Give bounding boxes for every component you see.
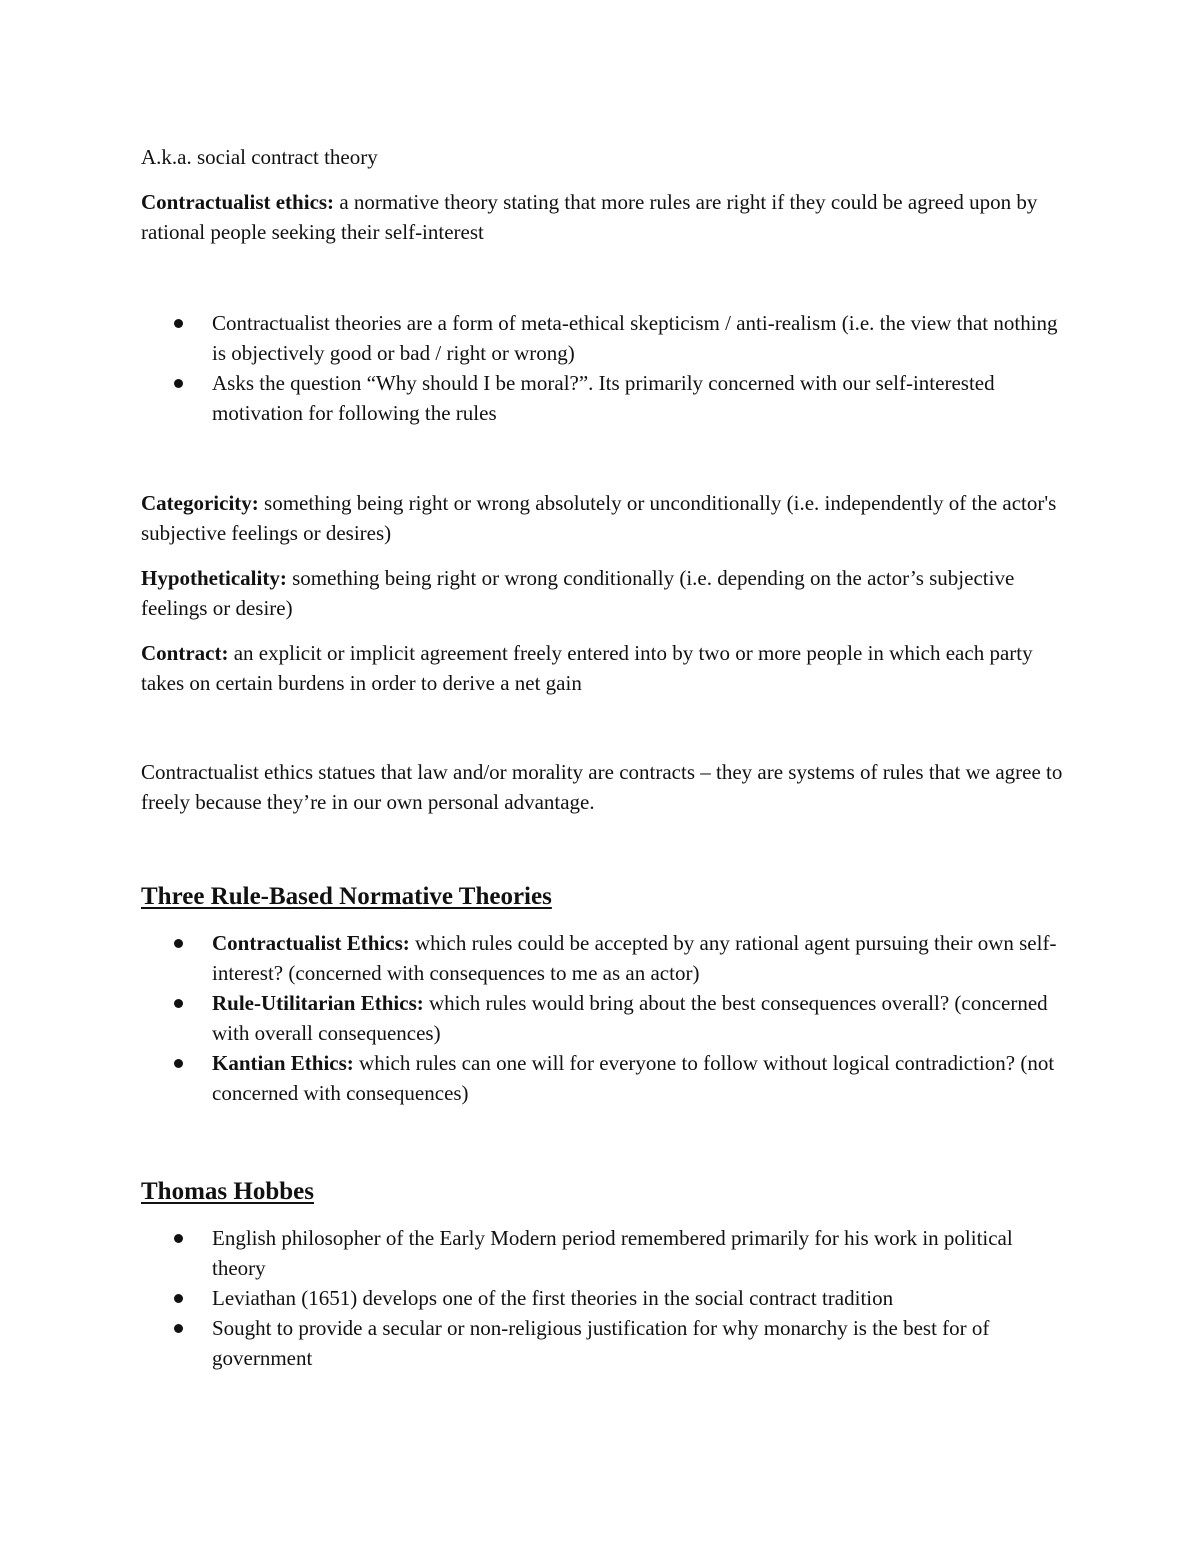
bullet-icon <box>174 1059 183 1068</box>
list-item-text: Asks the question “Why should I be moral?”. Its primarily concerned with our self-interested motivation for following the rules <box>212 371 995 425</box>
list-item <box>141 988 1071 1048</box>
definition-contractualist-ethics <box>141 187 1071 247</box>
definition-term: Contractualist ethics: <box>141 190 335 214</box>
list-item-term: Kantian Ethics: <box>212 1051 354 1075</box>
list-item <box>141 928 1071 988</box>
contractualist-notes-list <box>141 308 1071 428</box>
section-heading-theories: Three Rule-Based Normative Theories <box>141 883 552 910</box>
definition-text: a normative theory stating that more rules are right if they could be agreed upon by rational people seeking their self-interest <box>141 190 1038 244</box>
list-item <box>141 1283 1071 1313</box>
theories-list <box>141 928 1071 1108</box>
list-item-text: which rules can one will for everyone to follow without logical contradiction? (not concerned with consequences) <box>212 1051 1055 1105</box>
list-item-term: Contractualist Ethics: <box>212 931 410 955</box>
bullet-icon <box>174 1294 183 1303</box>
definition-text: an explicit or implicit agreement freely entered into by two or more people in which each party takes on certain burdens in order to derive a net gain <box>141 641 1033 695</box>
definition-text: something being right or wrong conditionally (i.e. depending on the actor’s subjective feelings or desire) <box>141 566 1015 620</box>
definition-term: Hypotheticality: <box>141 566 287 590</box>
list-item <box>141 1048 1071 1108</box>
list-item-text: which rules could be accepted by any rational agent pursuing their own self-interest? (concerned with consequences to me as an actor) <box>212 931 1057 985</box>
definition-term: Contract: <box>141 641 229 665</box>
bullet-icon <box>174 939 183 948</box>
bullet-icon <box>174 999 183 1008</box>
list-item-term: Rule-Utilitarian Ethics: <box>212 991 424 1015</box>
list-item <box>141 1223 1071 1283</box>
summary-paragraph: Contractualist ethics statues that law and/or morality are contracts – they are systems of rules that we agree to freely because they’re in our own personal advantage. <box>141 760 1063 814</box>
bullet-icon <box>174 1324 183 1333</box>
list-item-text: Leviathan (1651) develops one of the first theories in the social contract tradition <box>212 1286 894 1310</box>
definition-categoricity <box>141 488 1071 548</box>
aka-line: A.k.a. social contract theory <box>141 145 378 169</box>
bullet-icon <box>174 1234 183 1243</box>
list-item-text: Contractualist theories are a form of meta-ethical skepticism / anti-realism (i.e. the view that nothing is objectively good or bad / right or wrong) <box>212 311 1058 365</box>
definition-contract <box>141 638 1071 698</box>
definition-hypotheticality <box>141 563 1071 623</box>
list-item-text: English philosopher of the Early Modern period remembered primarily for his work in political theory <box>212 1226 1013 1280</box>
hobbes-list <box>141 1223 1071 1373</box>
list-item-text: which rules would bring about the best consequences overall? (concerned with overall consequences) <box>212 991 1048 1045</box>
list-item-text: Sought to provide a secular or non-religious justification for why monarchy is the best for of government <box>212 1316 990 1370</box>
list-item <box>141 368 1071 428</box>
list-item <box>141 308 1071 368</box>
section-heading-hobbes: Thomas Hobbes <box>141 1178 314 1205</box>
definition-text: something being right or wrong absolutely or unconditionally (i.e. independently of the actor's subjective feelings or desires) <box>141 491 1057 545</box>
definition-term: Categoricity: <box>141 491 259 515</box>
list-item <box>141 1313 1071 1373</box>
bullet-icon <box>174 319 183 328</box>
bullet-icon <box>174 379 183 388</box>
document-page <box>141 142 1071 1373</box>
